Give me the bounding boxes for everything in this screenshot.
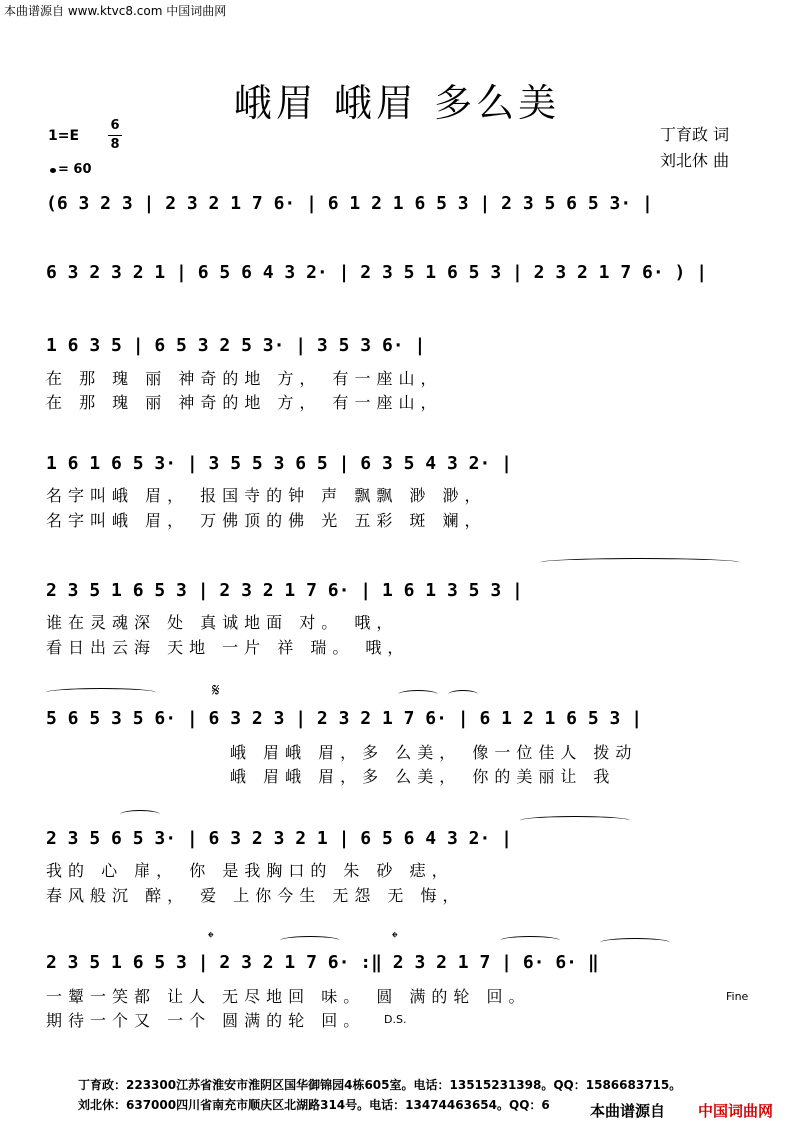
tempo-mark <box>50 162 92 177</box>
slur-mark <box>520 816 630 825</box>
watermark-right: 中国词曲网 <box>698 1102 774 1120</box>
lyric-row-6-verse-1: 峨 眉峨 眉，多 么美， 像一位佳人 拨动 <box>230 743 638 762</box>
key-signature: 1=E <box>48 128 80 144</box>
time-signature <box>108 118 122 153</box>
notation-row-8: 2 3 5 1 6 5 3 | 2 3 2 1 7 6· :‖ 2 3 2 1 7 | 6· 6· ‖ <box>46 952 599 973</box>
ds-mark: D.S. <box>384 1013 407 1026</box>
lyric-row-7-verse-2: 春风般沉 醉， 爱 上你今生 无怨 无 悔， <box>46 886 465 905</box>
slur-mark <box>500 936 560 945</box>
notation-row-4: 1 6 1 6 5 3· | 3 5 5 3 6 5 | 6 3 5 4 3 2· | <box>46 453 512 474</box>
contact-line-lyricist: 丁育政：223300江苏省淮安市淮阴区国华御锦园4栋605室。电话：13515231398。QQ：1586683715。 <box>78 1078 682 1092</box>
quarter-note-icon <box>50 168 56 173</box>
coda-icon-1: 𝄌 <box>208 928 214 947</box>
composer-credit: 刘北休 曲 <box>660 151 730 170</box>
slur-mark <box>540 558 740 567</box>
lyric-row-8-verse-2: 期待一个又 一个 圆满的轮 回。 <box>46 1011 366 1030</box>
notation-row-2: 6 3 2 3 2 1 | 6 5 6 4 3 2· | 2 3 5 1 6 5 3 | 2 3 2 1 7 6· ) | <box>46 262 708 283</box>
lyric-row-7-verse-1: 我的 心 扉， 你 是我胸口的 朱 砂 痣， <box>46 861 454 880</box>
notation-row-1: (6 3 2 3 | 2 3 2 1 7 6· | 6 1 2 1 6 5 3 | 2 3 5 6 5 3· | <box>46 193 653 214</box>
fine-mark: Fine <box>726 990 749 1003</box>
lyric-row-5-verse-1: 谁在灵魂深 处 真诚地面 对。 哦， <box>46 613 399 632</box>
lyric-row-3-verse-2: 在 那 瑰 丽 神奇的地 方， 有一座山， <box>46 393 443 412</box>
slur-mark <box>120 810 160 819</box>
lyricist-credit: 丁育政 词 <box>660 125 730 144</box>
segno-icon: 𝄋 <box>212 680 220 701</box>
lyric-row-4-verse-1: 名字叫峨 眉， 报国寺的钟 声 飘飘 渺 渺， <box>46 486 487 505</box>
contact-line-composer: 刘北休：637000四川省南充市顺庆区北湖路314号。电话：13474463654。QQ：6 <box>78 1098 550 1112</box>
source-header: 本曲谱源自 www.ktvc8.com 中国词曲网 <box>4 4 227 18</box>
slur-mark <box>600 938 670 947</box>
lyric-row-6-verse-2: 峨 眉峨 眉，多 么美， 你的美丽让 我 <box>230 767 616 786</box>
meter-bottom: 8 <box>110 137 120 152</box>
coda-icon-2: 𝄌 <box>392 928 398 947</box>
notation-row-6: 5 6 5 3 5 6· | 6 3 2 3 | 2 3 2 1 7 6· | 6 1 2 1 6 5 3 | <box>46 708 643 729</box>
slur-mark <box>46 688 156 697</box>
notation-row-7: 2 3 5 6 5 3· | 6 3 2 3 2 1 | 6 5 6 4 3 2· | <box>46 828 512 849</box>
lyric-row-3-verse-1: 在 那 瑰 丽 神奇的地 方， 有一座山， <box>46 369 443 388</box>
lyric-row-4-verse-2: 名字叫峨 眉， 万佛顶的佛 光 五彩 斑 斓， <box>46 511 487 530</box>
notation-row-3: 1 6 3 5 | 6 5 3 2 5 3· | 3 5 3 6· | <box>46 335 426 356</box>
tempo-value: = 60 <box>58 162 92 177</box>
slur-mark <box>398 690 438 699</box>
lyric-row-5-verse-2: 看日出云海 天地 一片 祥 瑞。 哦， <box>46 638 410 657</box>
lyric-row-8-verse-1: 一颦一笑都 让人 无尽地回 味。 圆 满的轮 回。 <box>46 987 531 1006</box>
watermark-left: 本曲谱源自 <box>590 1102 666 1120</box>
slur-mark <box>280 936 340 945</box>
song-title: 峨眉 峨眉 多么美 <box>233 81 561 125</box>
slur-mark <box>448 690 478 699</box>
meter-top: 6 <box>110 118 120 133</box>
notation-row-5: 2 3 5 1 6 5 3 | 2 3 2 1 7 6· | 1 6 1 3 5 3 | <box>46 580 523 601</box>
